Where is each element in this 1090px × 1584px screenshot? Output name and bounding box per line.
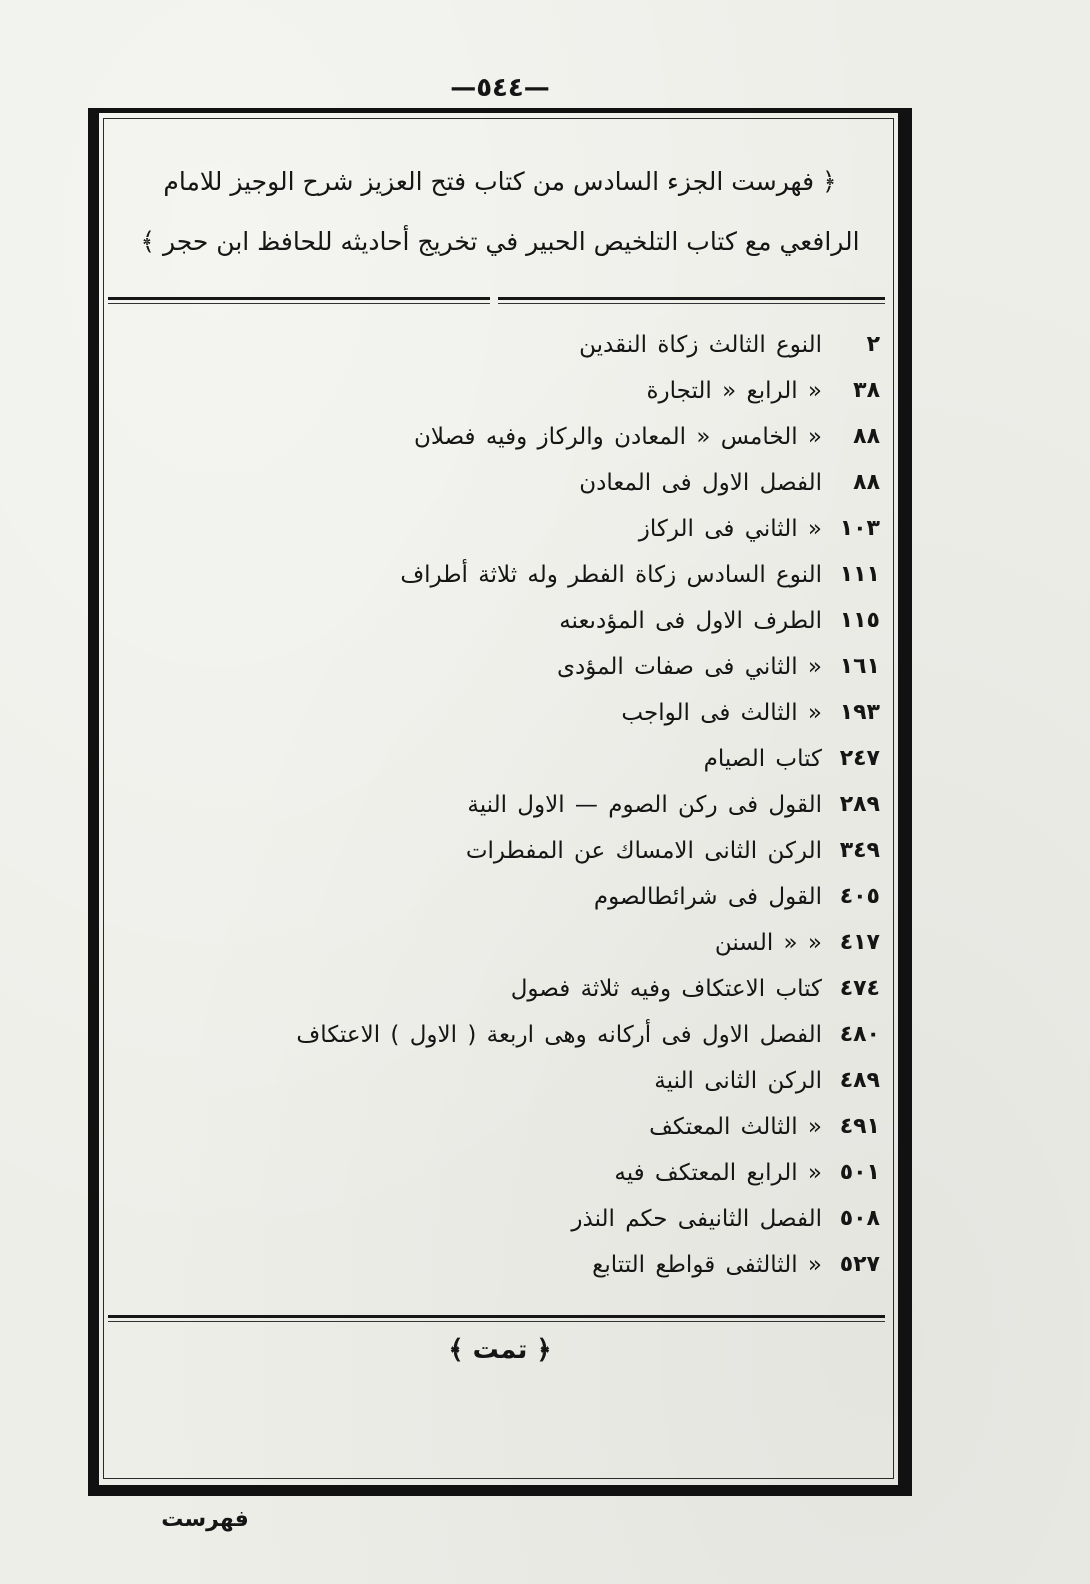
page-number: —٥٤٤— (450, 73, 550, 103)
toc-entry-title: « « السنن (714, 930, 822, 956)
toc-entry-title: الركن الثانى النية (654, 1068, 822, 1094)
toc-entry-title: النوع الثالث زكاة النقدين (579, 332, 822, 358)
toc-entry-title: « الرابع « التجارة (646, 378, 822, 404)
toc-entry (110, 598, 880, 644)
toc-entry (110, 1104, 880, 1150)
toc-entry (110, 644, 880, 690)
toc-entry (110, 736, 880, 782)
toc-entry (110, 966, 880, 1012)
catchword: فهرست (161, 1507, 249, 1532)
toc-entry-title: « الخامس « المعادن والركاز وفيه فصلان (413, 424, 822, 450)
toc-page-number: ٤١٧ (839, 930, 880, 955)
toc-entry (110, 690, 880, 736)
toc-entry (110, 874, 880, 920)
toc-page-number: ٤٨٠ (839, 1022, 880, 1047)
toc-entry (110, 1012, 880, 1058)
toc-entry (110, 322, 880, 368)
toc-entry-title: « الثاني فى صفات المؤدى (556, 654, 822, 680)
toc-entry (110, 414, 880, 460)
toc-entry-title: كتاب الصيام (703, 746, 822, 772)
toc-entry (110, 1150, 880, 1196)
end-mark: ﴿ تمت ﴾ (448, 1335, 552, 1365)
toc-page-number: ٤٩١ (839, 1114, 880, 1139)
toc-page-number: ٥٢٧ (839, 1252, 880, 1277)
toc-entry-title: « الثالثفى قواطع التتابع (592, 1252, 822, 1278)
toc-entry-title: « الثالث المعتكف (649, 1114, 822, 1140)
toc-entry (110, 920, 880, 966)
toc-entry (110, 552, 880, 598)
header-title-line-1: ﴿ فهرست الجزء السادس من كتاب فتح العزيز شرح الوجيز للامام (163, 167, 837, 196)
toc-entry-title: الطرف الاول فى المؤدىعنه (559, 608, 822, 634)
toc-page-number: ٤٨٩ (839, 1068, 880, 1093)
toc-page-number: ١٦١ (839, 654, 880, 679)
toc-page-number: ٨٨ (853, 424, 880, 449)
toc-entry-title: « الثالث فى الواجب (621, 700, 822, 726)
footer-divider (108, 1315, 885, 1322)
toc-entry (110, 1058, 880, 1104)
toc-page-number: ٣٨ (853, 378, 880, 403)
toc-entry (110, 368, 880, 414)
toc-entry-title: « الرابع المعتكف فيه (614, 1160, 822, 1186)
toc-entry-title: الفصل الثانيفى حكم النذر (571, 1206, 822, 1232)
toc-entry-title: كتاب الاعتكاف وفيه ثلاثة فصول (510, 976, 822, 1002)
toc-entry-title: القول فى شرائطالصوم (593, 884, 822, 910)
toc-page-number: ٤٧٤ (839, 976, 880, 1001)
toc-page-number: ٥٠٨ (839, 1206, 880, 1231)
toc-entry-title: القول فى ركن الصوم — الاول النية (467, 792, 822, 818)
toc-entry (110, 506, 880, 552)
toc-entry-title: الفصل الاول فى المعادن (579, 470, 822, 496)
toc-entry (110, 1196, 880, 1242)
toc-page-number: ٥٠١ (839, 1160, 880, 1185)
header-divider-right (498, 297, 885, 304)
toc-entry (110, 1242, 880, 1288)
header-divider-left (108, 297, 490, 304)
table-of-contents (110, 322, 880, 1288)
header-title-line-2: الرافعي مع كتاب التلخيص الحبير في تخريج أحاديثه للحافظ ابن حجر ﴾ (140, 227, 860, 256)
toc-page-number: ١٠٣ (839, 516, 880, 541)
toc-page-number: ٤٠٥ (839, 884, 880, 909)
toc-page-number: ٢٨٩ (839, 792, 880, 817)
toc-entry (110, 460, 880, 506)
toc-page-number: ٣٤٩ (839, 838, 880, 863)
toc-entry (110, 828, 880, 874)
toc-page-number: ٢٤٧ (839, 746, 880, 771)
toc-entry-title: الفصل الاول فى أركانه وهى اربعة ( الاول ) الاعتكاف (296, 1022, 822, 1048)
toc-page-number: ١١١ (839, 562, 880, 587)
toc-entry (110, 782, 880, 828)
toc-entry-title: « الثاني فى الركاز (638, 516, 822, 542)
toc-page-number: ٢ (866, 332, 880, 357)
toc-page-number: ٨٨ (853, 470, 880, 495)
toc-entry-title: الركن الثانى الامساك عن المفطرات (465, 838, 822, 864)
toc-page-number: ١٩٣ (839, 700, 880, 725)
toc-entry-title: النوع السادس زكاة الفطر وله ثلاثة أطراف (400, 562, 822, 588)
toc-page-number: ١١٥ (839, 608, 880, 633)
